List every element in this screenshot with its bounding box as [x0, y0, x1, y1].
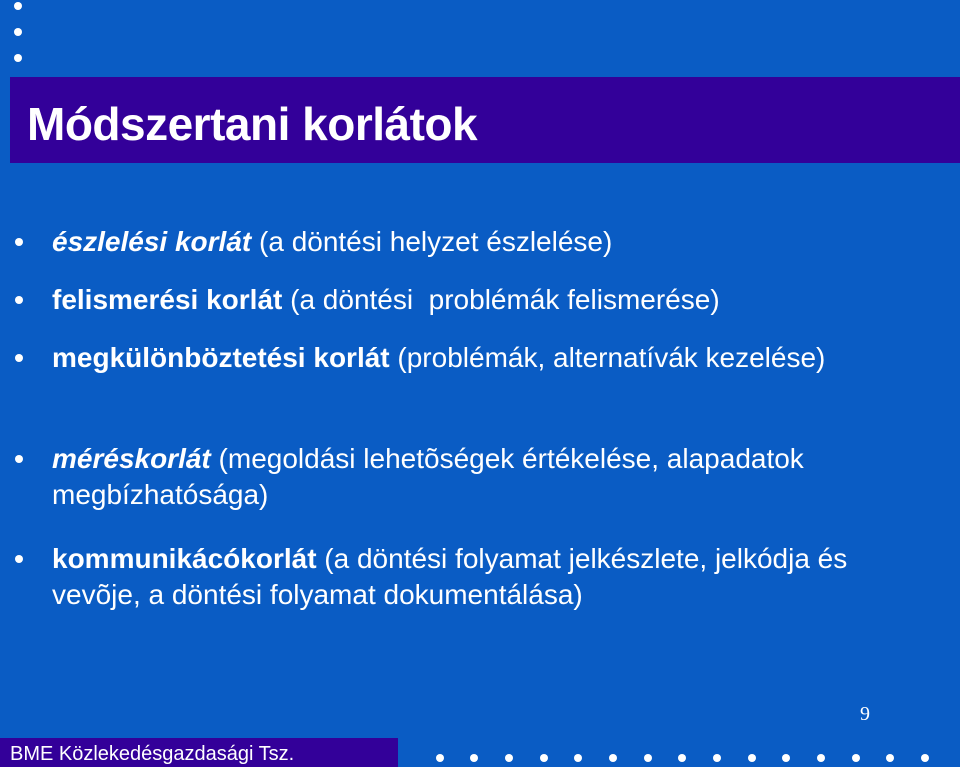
- decorative-dot: [470, 754, 478, 762]
- decorative-dot: [886, 754, 894, 762]
- bullet-item: [52, 441, 832, 513]
- bullet-dot: [15, 354, 23, 362]
- slide-title: Módszertani korlátok: [27, 98, 478, 150]
- bullet-description: (problémák, alternatívák kezelése): [389, 342, 826, 373]
- bullet-description: (a döntési problémák felismerése): [282, 284, 720, 315]
- bullet-term: felismerési korlát: [52, 284, 283, 315]
- bullet-item: [52, 541, 902, 613]
- bullet-term: megkülönböztetési korlát: [52, 342, 390, 373]
- page-number: 9: [860, 703, 870, 725]
- decorative-dot: [505, 754, 513, 762]
- decorative-dot: [540, 754, 548, 762]
- decorative-dot: [14, 2, 22, 10]
- decorative-dot: [644, 754, 652, 762]
- decorative-dot: [817, 754, 825, 762]
- decorative-dot: [713, 754, 721, 762]
- bullet-description: (a döntési folyamat jelkészlete, jelkódja és vevõje, a döntési folyamat dokumentálása): [52, 543, 848, 610]
- bullet-item: [52, 340, 872, 376]
- decorative-dot: [782, 754, 790, 762]
- decorative-dot: [852, 754, 860, 762]
- decorative-dot: [678, 754, 686, 762]
- decorative-dot: [921, 754, 929, 762]
- decorative-dot: [436, 754, 444, 762]
- bullet-term: méréskorlát: [52, 443, 211, 474]
- decorative-dot: [574, 754, 582, 762]
- bullet-dot: [15, 555, 23, 563]
- bullet-description: (megoldási lehetõségek értékelése, alapadatok megbízhatósága): [52, 443, 804, 510]
- footer-text: BME Közlekedésgazdasági Tsz.: [10, 743, 295, 765]
- decorative-dot: [14, 54, 22, 62]
- bullet-dot: [15, 455, 23, 463]
- decorative-dot: [14, 28, 22, 36]
- bullet-term: kommunikácókorlát: [52, 543, 317, 574]
- bullet-item: [52, 224, 932, 260]
- bullet-dot: [15, 238, 23, 246]
- bullet-term: észlelési korlát: [52, 226, 252, 257]
- decorative-dot: [609, 754, 617, 762]
- bullet-dot: [15, 296, 23, 304]
- decorative-dots-top: [10, 0, 30, 70]
- decorative-dot: [748, 754, 756, 762]
- bullet-description: (a döntési helyzet észlelése): [251, 226, 613, 257]
- bullet-item: [52, 282, 932, 318]
